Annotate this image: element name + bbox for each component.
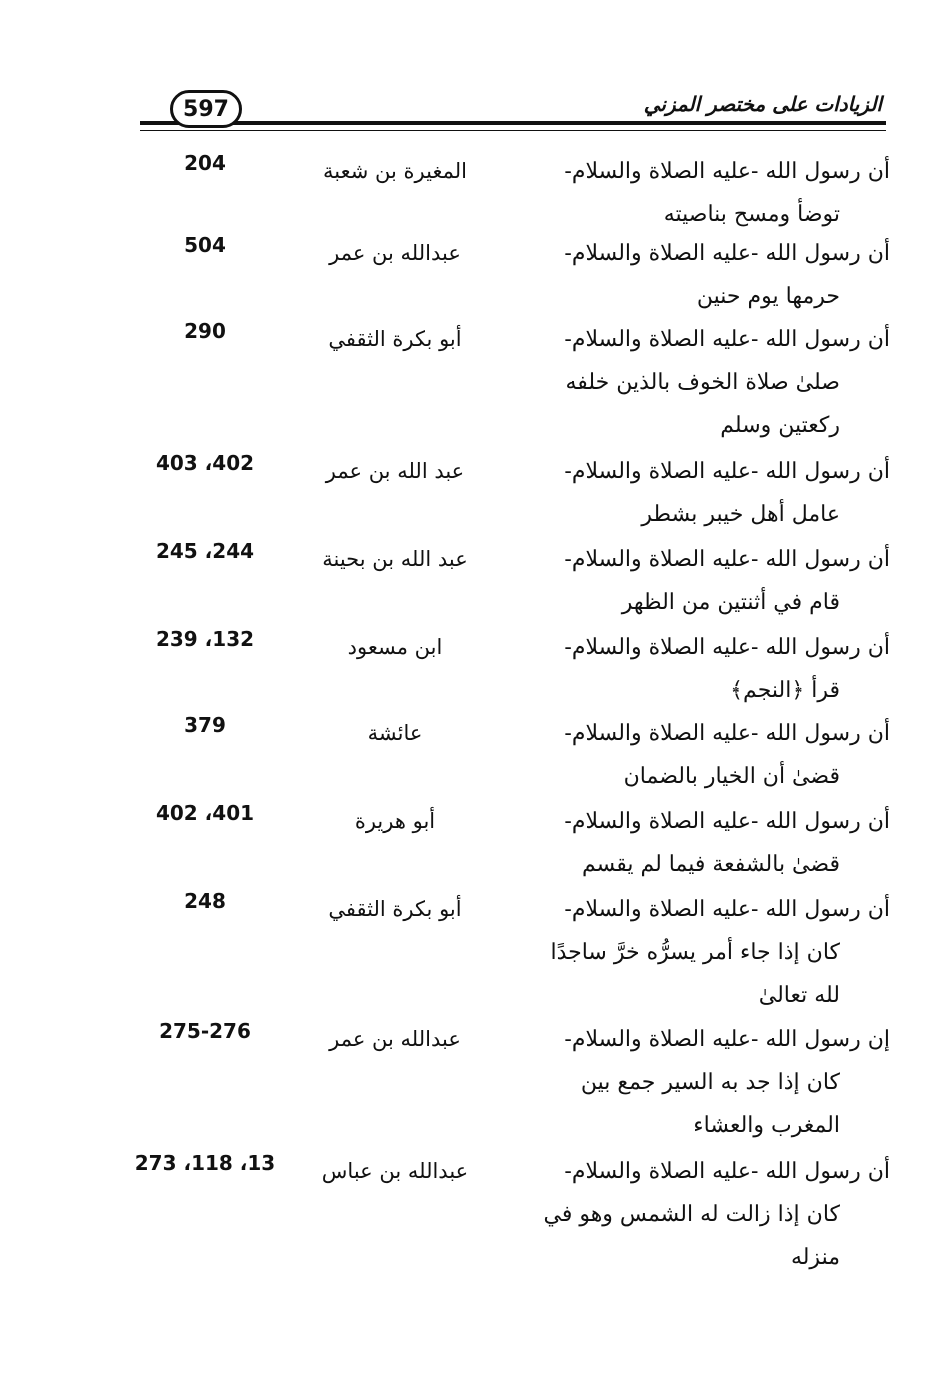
hadith-line: توضأ ومسح بناصيته xyxy=(663,202,840,227)
hadith-line: أن رسول الله -عليه الصلاة والسلام- xyxy=(564,897,890,922)
hadith-line: أن رسول الله -عليه الصلاة والسلام- xyxy=(564,721,890,746)
hadith-line: قرأ ﴿النجم﴾ xyxy=(730,678,840,703)
hadith-line: قضىٰ أن الخيار بالضمان xyxy=(623,764,840,789)
page-number: 597 xyxy=(170,90,242,128)
narrator-name: ابن مسعود xyxy=(347,635,443,659)
hadith-line: عامل أهل خيبر بشطر xyxy=(641,502,840,527)
hadith-text xyxy=(520,318,890,447)
hadith-line: أن رسول الله -عليه الصلاة والسلام- xyxy=(564,327,890,352)
hadith-line: أن رسول الله -عليه الصلاة والسلام- xyxy=(564,241,890,266)
page-references: 275-276 xyxy=(159,1019,251,1043)
hadith-line: كان إذا زالت له الشمس وهو في xyxy=(543,1202,840,1227)
page-references: 401، 402 xyxy=(155,801,255,825)
hadith-line: كان إذا جاء أمر يسرُّه خرَّ ساجدًا xyxy=(550,940,840,965)
narrator-name: أبو هريرة xyxy=(354,809,436,833)
hadith-line: لله تعالىٰ xyxy=(758,983,840,1008)
narrator-name: المغيرة بن شعبة xyxy=(323,159,467,183)
page-references: 290 xyxy=(184,319,226,343)
hadith-text xyxy=(520,538,890,624)
narrator-name: عبدالله بن عباس xyxy=(321,1159,469,1183)
page-header xyxy=(140,88,886,138)
narrator-name: عبدالله بن عمر xyxy=(329,241,461,265)
hadith-line: صلىٰ صلاة الخوف بالذين خلفه xyxy=(565,370,840,395)
hadith-line: أن رسول الله -عليه الصلاة والسلام- xyxy=(564,547,890,572)
page-references: 248 xyxy=(184,889,226,913)
page-references: 132، 239 xyxy=(155,627,255,651)
hadith-line: أن رسول الله -عليه الصلاة والسلام- xyxy=(564,809,890,834)
header-rule-thin xyxy=(140,130,886,131)
hadith-text xyxy=(520,888,890,1017)
narrator-name: أبو بكرة الثقفي xyxy=(328,897,462,921)
page-references: 504 xyxy=(184,233,226,257)
hadith-line: أن رسول الله -عليه الصلاة والسلام- xyxy=(564,459,890,484)
hadith-line: أن رسول الله -عليه الصلاة والسلام- xyxy=(564,159,890,184)
hadith-text xyxy=(520,1150,890,1279)
narrator-name: عبد الله بن بحينة xyxy=(322,547,468,571)
hadith-line: المغرب والعشاء xyxy=(693,1113,840,1138)
hadith-line: أن رسول الله -عليه الصلاة والسلام- xyxy=(564,635,890,660)
hadith-text xyxy=(520,712,890,798)
header-rule-thick xyxy=(140,121,886,125)
hadith-line: ركعتين وسلم xyxy=(720,413,840,438)
hadith-line: منزله xyxy=(790,1245,840,1270)
hadith-text xyxy=(520,1018,890,1147)
narrator-name: عائشة xyxy=(367,721,423,745)
hadith-line: قضىٰ بالشفعة فيما لم يقسم xyxy=(581,852,840,877)
hadith-line: إن رسول الله -عليه الصلاة والسلام- xyxy=(564,1027,890,1052)
page-references: 13، 118، 273 xyxy=(134,1151,276,1175)
page-references: 402، 403 xyxy=(155,451,255,475)
hadith-text xyxy=(520,232,890,318)
hadith-text xyxy=(520,626,890,712)
hadith-text xyxy=(520,450,890,536)
hadith-text xyxy=(520,800,890,886)
hadith-text xyxy=(520,150,890,236)
hadith-line: قام في أثنتين من الظهر xyxy=(621,590,840,615)
hadith-line: أن رسول الله -عليه الصلاة والسلام- xyxy=(564,1159,890,1184)
hadith-line: حرمها يوم حنين xyxy=(696,284,840,309)
hadith-line: كان إذا جد به السير جمع بين xyxy=(580,1070,840,1095)
narrator-name: أبو بكرة الثقفي xyxy=(328,327,462,351)
narrator-name: عبدالله بن عمر xyxy=(329,1027,461,1051)
page-references: 379 xyxy=(184,713,226,737)
page-references: 204 xyxy=(184,151,226,175)
book-title: الزيادات على مختصر المزني xyxy=(643,92,882,116)
page-references: 244، 245 xyxy=(155,539,255,563)
narrator-name: عبد الله بن عمر xyxy=(325,459,465,483)
